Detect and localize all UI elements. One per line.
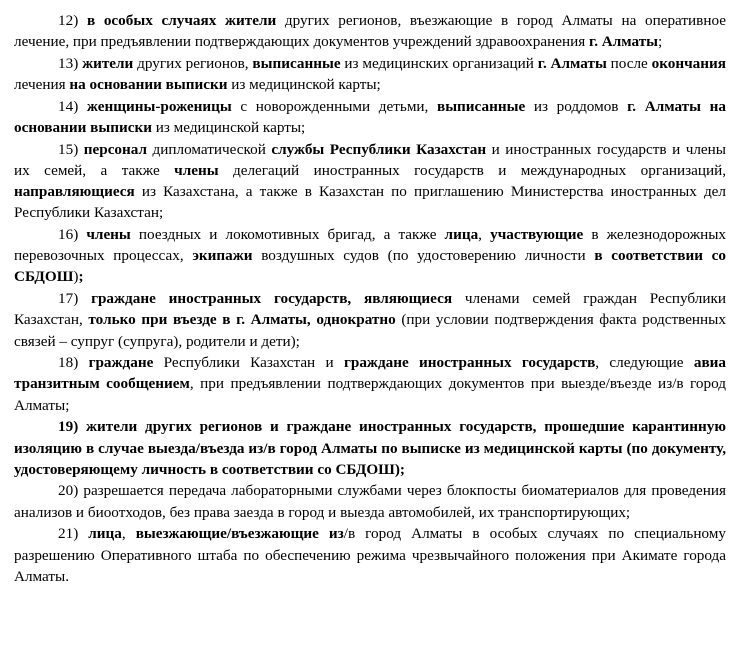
text-run: г. Алматы [589,33,659,51]
text-run: 17) [58,290,92,308]
text-run: только при въезде в г. Алматы, однократно [88,311,402,329]
text-run: в особых случаях жители [86,12,285,29]
text-run: (при условии подтверждения факта родственных связей – супруг (супруга), родители и дети); [14,311,726,350]
text-run: после [610,54,652,72]
text-run: лица [88,525,122,543]
paragraph-item-20 [14,480,726,522]
text-run: участвующие [490,226,592,244]
text-run: Республики Казахстан и [163,354,344,372]
text-run: окончания [651,54,726,72]
text-run: и иностранных государств и члены их семей, а также [14,140,726,179]
paragraph-item-19 [14,416,726,480]
text-run: направляющиеся [14,183,142,201]
text-run: 16) [58,226,87,244]
text-run: в железнодорожных перевозочных процессах, [14,226,727,265]
text-run: членами семей граждан Республики Казахстан, [14,290,726,329]
text-run: женщины-роженицы [86,97,241,115]
text-run: г. Алматы [537,54,611,72]
text-run: из роддомов [533,97,628,115]
text-run: 15) [58,140,84,158]
text-run: ; [78,268,84,286]
text-run: других регионов, въезжающие в город Алматы на оперативное лечение, при предъявлении подтверждающих документов учреждений здравоохранения [14,12,726,51]
text-run: ) [73,268,79,286]
text-run: поездных и локомотивных бригад, а также [138,226,445,244]
text-run: выезжающие/въезжающие из [135,525,344,543]
text-run: жители других регионов и граждане иностранных государств, прошедшие карантинную изоляцию в случае выезда/въезда из/в город Алматы по выписке из медицинской карты (по документу, удостоверяющему личность в соответствии со СБДОШ); [14,418,726,478]
text-run: персонал [83,140,153,158]
text-run: службы Республики Казахстан [271,140,492,158]
text-run: граждане иностранных государств, являющиеся [91,290,465,308]
paragraph-item-17 [14,288,726,352]
text-run: , [121,525,136,543]
paragraph-item-15 [14,139,726,224]
text-run: авиа транзитным сообщением [14,354,727,393]
paragraph-item-16 [14,224,726,288]
text-run: дипломатической [152,140,272,158]
paragraph-item-18 [14,352,726,416]
text-run: , [478,226,491,244]
text-run: из медицинской карты; [155,119,306,137]
text-run: с новорожденными детьми, [240,97,437,115]
text-run: 12) [58,12,87,29]
text-run: экипажи [192,247,262,265]
text-run: 20) [58,482,84,500]
text-run: делегаций иностранных государств и международных организаций, [233,161,726,179]
text-run: на основании выписки [69,76,232,94]
text-run: в соответствии со СБДОШ [14,247,727,286]
paragraph-item-13 [14,53,726,95]
text-run: разрешается передача лабораторными службами через блокпосты биоматериалов для проведения анализов и биоотходов, без права заезда в город и выезда автомобилей, их транспортирующих; [14,482,726,521]
text-run: из медицинских организаций [344,54,538,72]
text-run: жители [82,54,138,72]
text-run: 21) [58,525,89,543]
text-run: , при предъявлении подтверждающих документов при выезде/въезде из/в город Алматы; [14,375,726,414]
text-run: 14) [58,97,87,115]
text-run: , следующие [595,354,694,372]
text-run: члены [174,161,233,179]
text-run: из медицинской карты; [231,76,381,94]
text-run: лечения [14,76,70,94]
paragraph-item-21 [14,523,726,587]
text-run: 19) [58,418,87,436]
text-run: граждане [88,354,164,372]
paragraph-item-12 [14,10,726,52]
text-run: из Казахстана, а также в Казахстан по приглашению Министерства иностранных дел Республики Казахстан; [14,183,726,222]
text-run: выписанные [437,97,534,115]
text-run: 18) [58,354,89,372]
document-body [14,10,726,587]
text-run: других регионов, [137,54,253,72]
text-run: члены [86,226,139,244]
text-run: выписанные [252,54,345,72]
text-run: воздушных судов (по удостоверению личности [261,247,595,265]
text-run: ; [658,33,663,51]
text-run: 13) [58,54,83,72]
text-run: граждане иностранных государств [344,354,596,372]
text-run: /в город Алматы в особых случаях по специальному разрешению Оперативного штаба по обеспечению режима чрезвычайного положения при Акимате города Алматы. [14,525,726,585]
text-run: лица [444,226,479,244]
text-run: г. Алматы на основании выписки [14,97,726,137]
paragraph-item-14 [14,96,726,138]
